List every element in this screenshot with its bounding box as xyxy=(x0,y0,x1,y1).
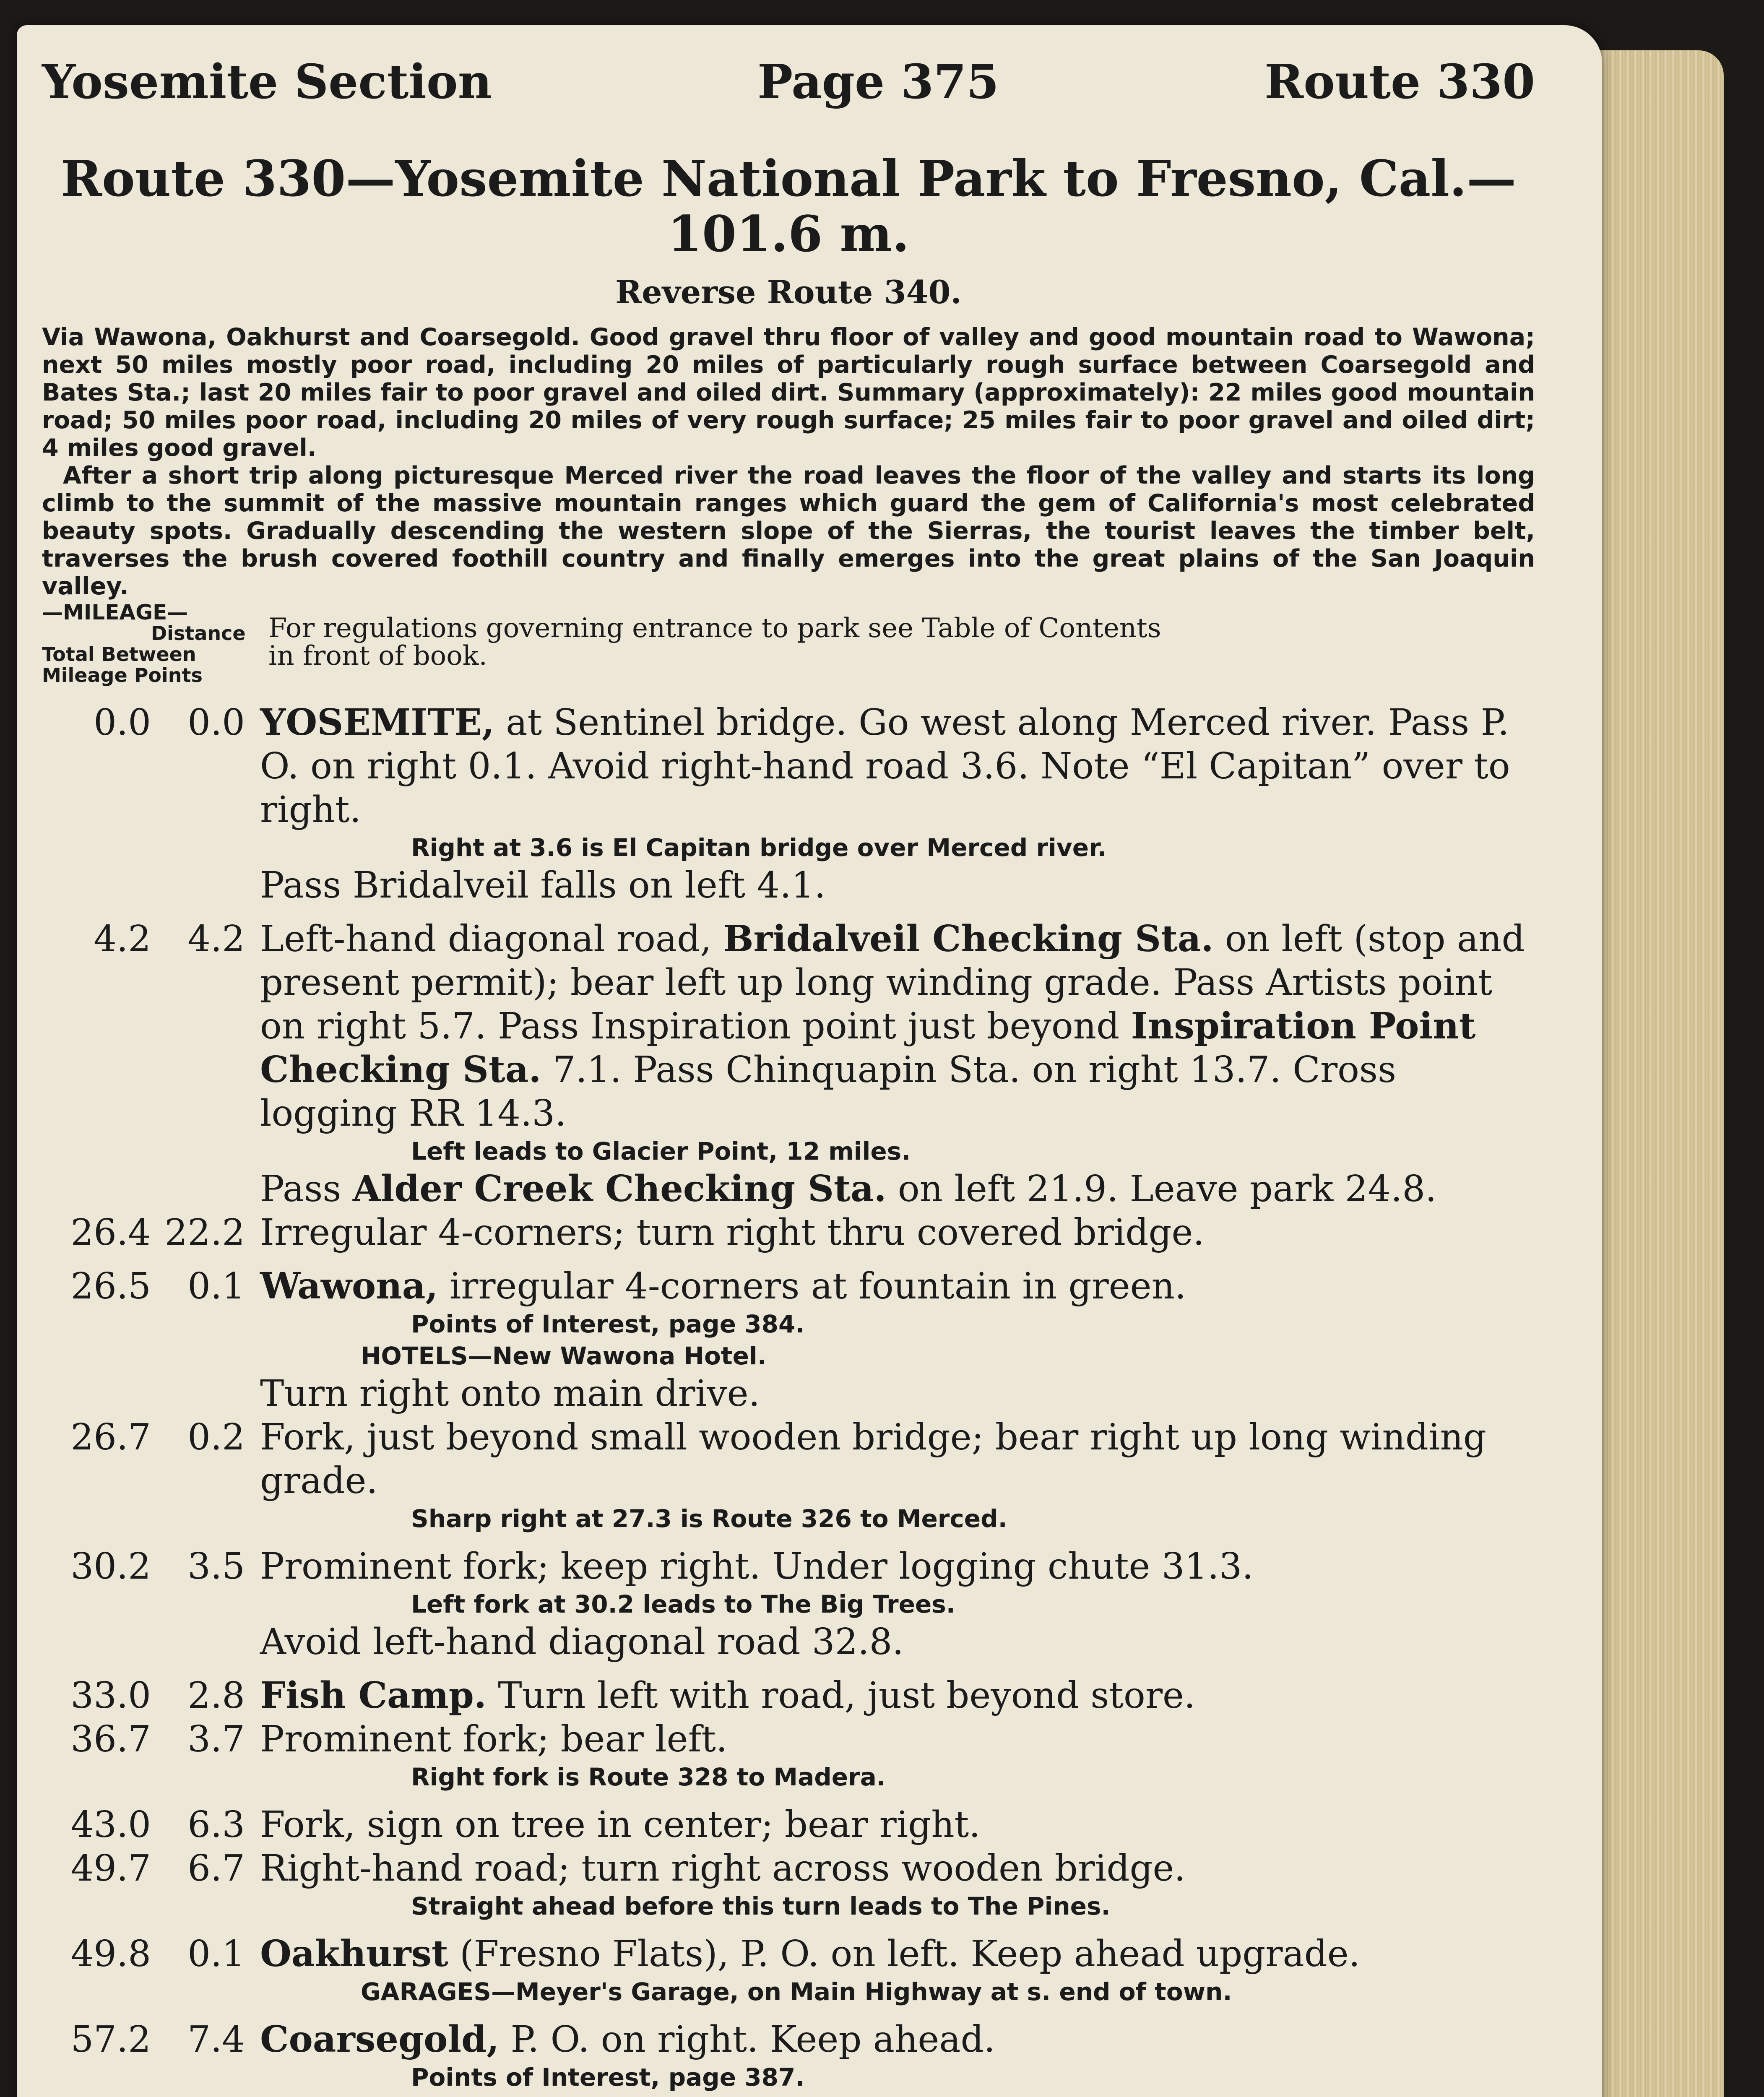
place-name: Coarsegold, xyxy=(260,2018,500,2061)
book-page xyxy=(17,25,1602,2097)
place-name: Fish Camp. xyxy=(260,1674,487,1717)
mileage-column-header xyxy=(42,602,268,686)
between-mileage: 7.4 xyxy=(187,2019,245,2061)
entry-text xyxy=(260,917,1535,1135)
between-mileage: 3.7 xyxy=(187,1718,245,1760)
header-route: Route 330 xyxy=(1264,55,1535,109)
total-mileage: 43.0 xyxy=(70,1804,151,1846)
place-name: YOSEMITE, xyxy=(260,701,494,744)
total-mileage: 26.5 xyxy=(70,1265,151,1307)
route-subtitle: Reverse Route 340. xyxy=(615,273,962,311)
place-name: Alder Creek Checking Sta. xyxy=(352,1168,887,1210)
between-mileage: 4.2 xyxy=(187,918,245,960)
directions: at Sentinel bridge. Go west along Merced river. Pass P. O. on right 0.1. Avoid right-hand road 3.6. Note “El Capitan” over to right. xyxy=(260,702,1510,831)
entry-text: Prominent fork; keep right. Under logging chute 31.3. xyxy=(260,1545,1254,1587)
log-entry xyxy=(42,2018,1535,2061)
entry-text xyxy=(260,1674,1535,1717)
entry-text: Prominent fork; bear left. xyxy=(260,1718,728,1760)
between-mileage: 6.3 xyxy=(187,1804,245,1846)
continuation: Turn right onto main drive. xyxy=(260,1373,760,1415)
entry-text: Right-hand road; turn right across wooden bridge. xyxy=(260,1847,1186,1889)
place-name: Wawona, xyxy=(260,1265,438,1307)
continuation xyxy=(42,1167,1535,1211)
log-entry xyxy=(42,1264,1535,1308)
total-mileage: 57.2 xyxy=(70,2019,151,2061)
side-note: Sharp right at 27.3 is Route 326 to Merced. xyxy=(411,1504,1007,1533)
regulations-note xyxy=(268,602,1161,686)
directions: Pass xyxy=(260,1168,353,1210)
description-summary: Via Wawona, Oakhurst and Coarsegold. Good gravel thru floor of valley and good mountain road to Wawona; next 50 miles mostly poor road, including 20 miles of particularly rough surface between Coarsegold and Bates Sta.; last 20 miles fair to poor gravel and oiled dirt. Summary (approximately): 22 miles good mountain road; 50 miles poor road, including 20 miles of very rough surface; 25 miles fair to poor gravel and oiled dirt; 4 miles good gravel. xyxy=(42,323,1535,462)
between-mileage: 0.1 xyxy=(187,1265,245,1307)
mileage-total-between-label: Total Between xyxy=(42,643,196,666)
route-log xyxy=(42,701,1535,2097)
mileage-distance-label: Distance xyxy=(151,622,246,645)
directions: on left (stop and present permit); bear left up long winding grade. Pass Artists point on right 5.7. Pass Inspiration point just beyond xyxy=(260,918,1525,1047)
side-note: HOTELS—New Wawona Hotel. xyxy=(361,1342,767,1370)
log-entry xyxy=(42,701,1535,832)
entry-text xyxy=(260,701,1535,832)
total-mileage: 49.7 xyxy=(70,1847,151,1889)
side-note: Right at 3.6 is El Capitan bridge over Merced river. xyxy=(411,833,1107,862)
directions: 7.1. Pass Chinquapin Sta. on right 13.7. Cross logging RR 14.3. xyxy=(260,1049,1397,1134)
between-mileage: 3.5 xyxy=(187,1545,245,1587)
total-mileage: 4.2 xyxy=(94,918,151,960)
log-entry xyxy=(42,1932,1535,1976)
route-title xyxy=(42,151,1535,262)
log-entry xyxy=(42,1717,1535,1761)
log-entry xyxy=(42,1674,1535,1717)
header-page-number: Page 375 xyxy=(757,55,999,109)
directions: Left-hand diagonal road, xyxy=(260,918,723,960)
log-entry xyxy=(42,1847,1535,1890)
between-mileage: 22.2 xyxy=(164,1212,245,1254)
side-note: Points of Interest, page 384. xyxy=(411,1310,805,1338)
total-mileage: 30.2 xyxy=(70,1545,151,1587)
mileage-title: —MILEAGE— xyxy=(42,600,188,624)
place-name: Bridalveil Checking Sta. xyxy=(723,918,1214,960)
log-entry xyxy=(42,917,1535,1135)
log-entry xyxy=(42,1545,1535,1588)
entry-text: Fork, sign on tree in center; bear right. xyxy=(260,1804,981,1846)
continuation: Pass Bridalveil falls on left 4.1. xyxy=(260,864,826,906)
header-section: Yosemite Section xyxy=(42,55,492,109)
total-mileage: 33.0 xyxy=(70,1675,151,1717)
side-note: Straight ahead before this turn leads to The Pines. xyxy=(411,1892,1111,1920)
side-note: Points of Interest, page 387. xyxy=(411,2063,805,2092)
between-mileage: 0.0 xyxy=(187,702,245,744)
entry-text xyxy=(260,1264,1535,1308)
page-content xyxy=(42,55,1535,2097)
between-mileage: 6.7 xyxy=(187,1847,245,1889)
side-note: GARAGES—Meyer's Garage, on Main Highway at s. end of town. xyxy=(361,1977,1232,2006)
total-mileage: 26.7 xyxy=(70,1416,151,1458)
running-header xyxy=(42,55,1535,126)
side-note: Left leads to Glacier Point, 12 miles. xyxy=(411,1137,911,1166)
place-name: Oakhurst xyxy=(260,1933,448,1975)
entry-text: Irregular 4-corners; turn right thru covered bridge. xyxy=(260,1212,1205,1254)
directions: P. O. on right. Keep ahead. xyxy=(499,2019,995,2061)
between-mileage: 0.2 xyxy=(187,1416,245,1458)
directions: Turn left with road, just beyond store. xyxy=(486,1675,1196,1717)
between-mileage: 0.1 xyxy=(187,1933,245,1975)
directions: on left 21.9. Leave park 24.8. xyxy=(886,1168,1437,1210)
mileage-points-label: Mileage Points xyxy=(42,664,203,687)
route-title-line1: Route 330—Yosemite National Park to Fresno, Cal.— xyxy=(60,149,1517,208)
route-title-distance: 101.6 m. xyxy=(667,205,910,263)
total-mileage: 0.0 xyxy=(94,702,151,744)
book-page-edges xyxy=(1585,50,1724,2097)
log-entry xyxy=(42,1211,1535,1254)
regulations-line1: For regulations governing entrance to park see Table of Contents xyxy=(268,613,1161,644)
place-name: Inspiration Point Checking Sta. xyxy=(260,1005,1476,1091)
directions: (Fresno Flats), P. O. on left. Keep ahead upgrade. xyxy=(448,1933,1361,1975)
total-mileage: 36.7 xyxy=(70,1718,151,1760)
total-mileage: 49.8 xyxy=(70,1933,151,1975)
entry-text: Fork, just beyond small wooden bridge; bear right up long winding grade. xyxy=(260,1416,1486,1502)
directions: irregular 4-corners at fountain in green. xyxy=(438,1265,1186,1307)
entry-text xyxy=(260,2018,1535,2061)
route-description xyxy=(42,323,1535,600)
description-narrative: After a short trip along picturesque Merced river the road leaves the floor of the valley and starts its long climb to the summit of the massive mountain ranges which guard the gem of California's most celebrated beauty spots. Gradually descending the western slope of the Sierras, the tourist leaves the timber belt, traverses the brush covered foothill country and finally emerges into the great plains of the San Joaquin valley. xyxy=(42,462,1535,600)
log-entry xyxy=(42,1803,1535,1847)
log-entry xyxy=(42,1415,1535,1503)
total-mileage: 26.4 xyxy=(70,1212,151,1254)
continuation: Avoid left-hand diagonal road 32.8. xyxy=(260,1621,904,1663)
between-mileage: 2.8 xyxy=(187,1675,245,1717)
side-note: Right fork is Route 328 to Madera. xyxy=(411,1763,886,1791)
side-note: Left fork at 30.2 leads to The Big Trees. xyxy=(411,1590,955,1618)
mileage-header-row xyxy=(42,602,1535,686)
regulations-line2: in front of book. xyxy=(268,640,487,671)
entry-text xyxy=(260,1932,1535,1976)
